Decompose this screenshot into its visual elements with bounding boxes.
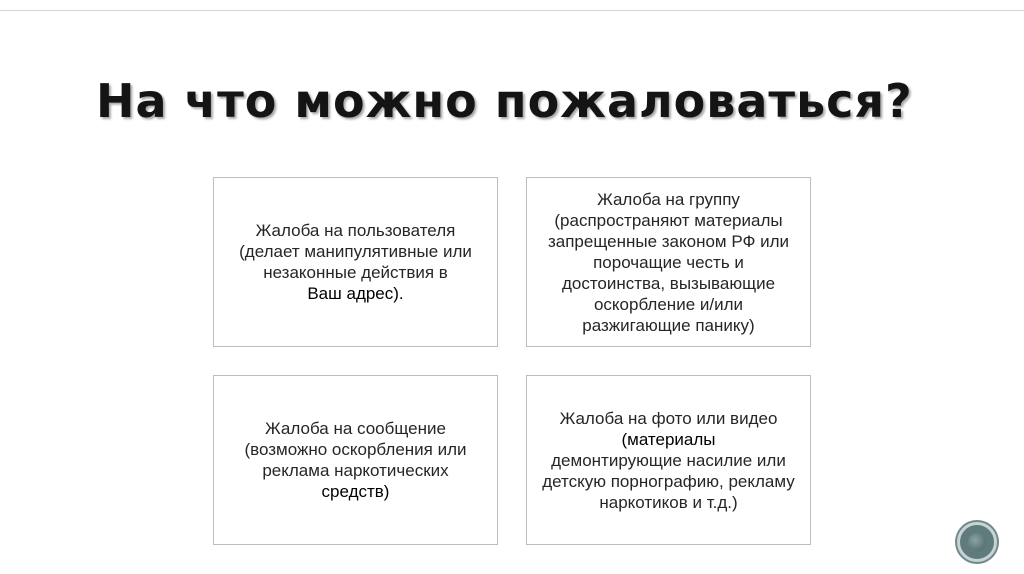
complaint-card-user (213, 177, 498, 347)
complaint-card-group-main: Жалоба на группу (распространяют материалы запрещенные законом РФ или порочащие честь и достоинства, вызывающие оскорбление и/или разжигающие панику) (547, 189, 790, 335)
complaint-card-user-main: Жалоба на пользователя (делает манипулятивные или незаконные действия в (239, 221, 472, 282)
slide-title: На что можно пожаловаться? (96, 74, 913, 128)
complaint-card-user-emph: Ваш адрес). (307, 284, 404, 303)
circle-nav-icon[interactable] (957, 522, 997, 562)
complaint-card-media-text (541, 408, 796, 513)
complaint-card-user-text (228, 220, 483, 304)
complaint-card-message-text (228, 418, 483, 502)
complaint-card-media (526, 375, 811, 545)
complaint-card-message (213, 375, 498, 545)
complaint-card-media-emph: (материалы (621, 429, 716, 449)
top-frame-line (0, 10, 1024, 11)
complaint-card-media-rest: демонтирующие насилие или детскую порнографию, рекламу наркотиков и т.д.) (542, 450, 795, 512)
complaint-card-message-main: Жалоба на сообщение (возможно оскорбления или реклама наркотических (244, 419, 467, 480)
complaint-card-media-main: Жалоба на фото или видео (559, 408, 778, 428)
circle-nav-inner (968, 533, 986, 551)
complaint-card-group (526, 177, 811, 347)
complaint-card-group-text (541, 189, 796, 336)
complaint-card-message-emph: средств) (321, 482, 390, 501)
